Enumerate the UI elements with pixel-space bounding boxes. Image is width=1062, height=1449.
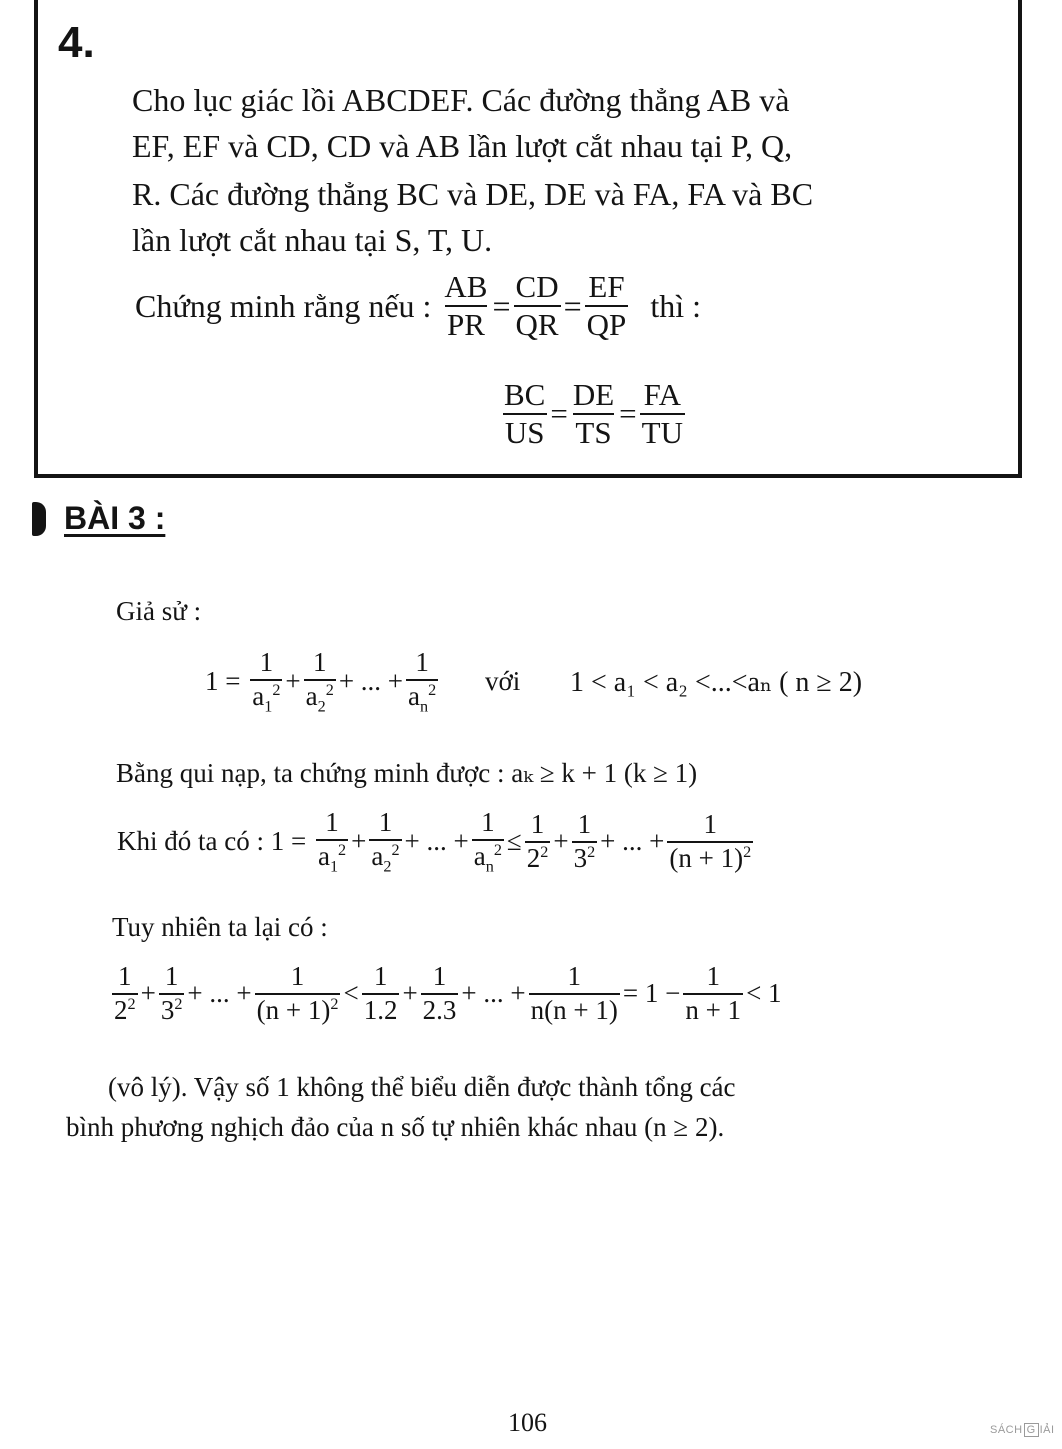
- watermark: SÁCH G IẢI: [990, 1424, 1055, 1436]
- section-marker-icon: [32, 502, 46, 536]
- conclusion-line-2: bình phương nghịch đảo của n số tự nhiên khác nhau (n ≥ 2).: [66, 1112, 725, 1142]
- equation-3: $\frac{1}{2^2}$ + $\frac{1}{3^2}$ + ... + $\frac{1}{(n + 1)^2}$ < $\frac{1}{1.2}$ + $\frac{1}{2.3}$ + ... + $\frac{1}{n(n + 1)}$ = 1 − $\frac{1}{n + 1}$ < 1: [114, 961, 782, 1025]
- section-title: BÀI 3 :: [64, 500, 166, 536]
- watermark-logo-icon: G: [1024, 1423, 1039, 1437]
- problem-number: 4.: [58, 18, 95, 67]
- condition-suffix: thì :: [650, 287, 701, 324]
- with-word: với: [484, 666, 521, 697]
- result-line: $\frac{BC}{US}$ = $\frac{DE}{TS}$ = $\frac{FA}{TU}$: [504, 377, 683, 451]
- cond-frac-cd-qr: $\frac{CD}{QR}$: [515, 269, 559, 343]
- page-number: 106: [508, 1408, 547, 1437]
- equation-1: 1 = $\frac{1}{a_1^2}$ + $\frac{1}{a_2^2}$ + ... + $\frac{1}{a_n^2}$ với 1 < a₁ < a₂ <...<aₙ ( n ≥ 2): [202, 648, 865, 716]
- problem-line-3: R. Các đường thẳng BC và DE, DE và FA, FA và BC: [132, 176, 814, 212]
- equation-2: Khi đó ta có : 1 = $\frac{1}{a_1^2}$ + $\frac{1}{a_2^2}$ + ... + $\frac{1}{a_n^2}$ ≤ $\frac{1}{2^2}$ + $\frac{1}{3^2}$ + ... + $\frac{1}{(n + 1)^2}$: [117, 807, 752, 876]
- problem-line-2: EF, EF và CD, CD và AB lần lượt cắt nhau tại P, Q,: [132, 128, 793, 164]
- ordering-condition: 1 < a₁ < a₂ <...<aₙ ( n ≥ 2): [569, 666, 863, 698]
- however-line: Tuy nhiên ta lại có :: [112, 912, 328, 942]
- cond-frac-ef-qp: $\frac{EF}{QP}$: [586, 269, 627, 343]
- problem-line-4: lần lượt cắt nhau tại S, T, U.: [132, 222, 493, 258]
- condition-line: Chứng minh rằng nếu : $\frac{AB}{PR}$ = $\frac{CD}{QR}$ = $\frac{EF}{QP}$ thì :: [132, 270, 704, 342]
- cond-frac-ab-pr: $\frac{AB}{PR}$: [444, 269, 488, 343]
- induction-line: Bằng qui nạp, ta chứng minh được : aₖ ≥ k + 1 (k ≥ 1): [116, 758, 698, 788]
- result-frac-de-ts: $\frac{DE}{TS}$: [572, 377, 615, 451]
- intro-text: Giả sử :: [116, 596, 202, 626]
- result-frac-bc-us: $\frac{BC}{US}$: [504, 377, 546, 451]
- conclusion-line-1: (vô lý). Vậy số 1 không thể biểu diễn được thành tổng các: [108, 1072, 736, 1102]
- result-frac-fa-tu: $\frac{FA}{TU}$: [641, 377, 683, 451]
- problem-line-1: Cho lục giác lồi ABCDEF. Các đường thẳng AB và: [132, 82, 790, 118]
- condition-prefix: Chứng minh rằng nếu :: [135, 287, 432, 324]
